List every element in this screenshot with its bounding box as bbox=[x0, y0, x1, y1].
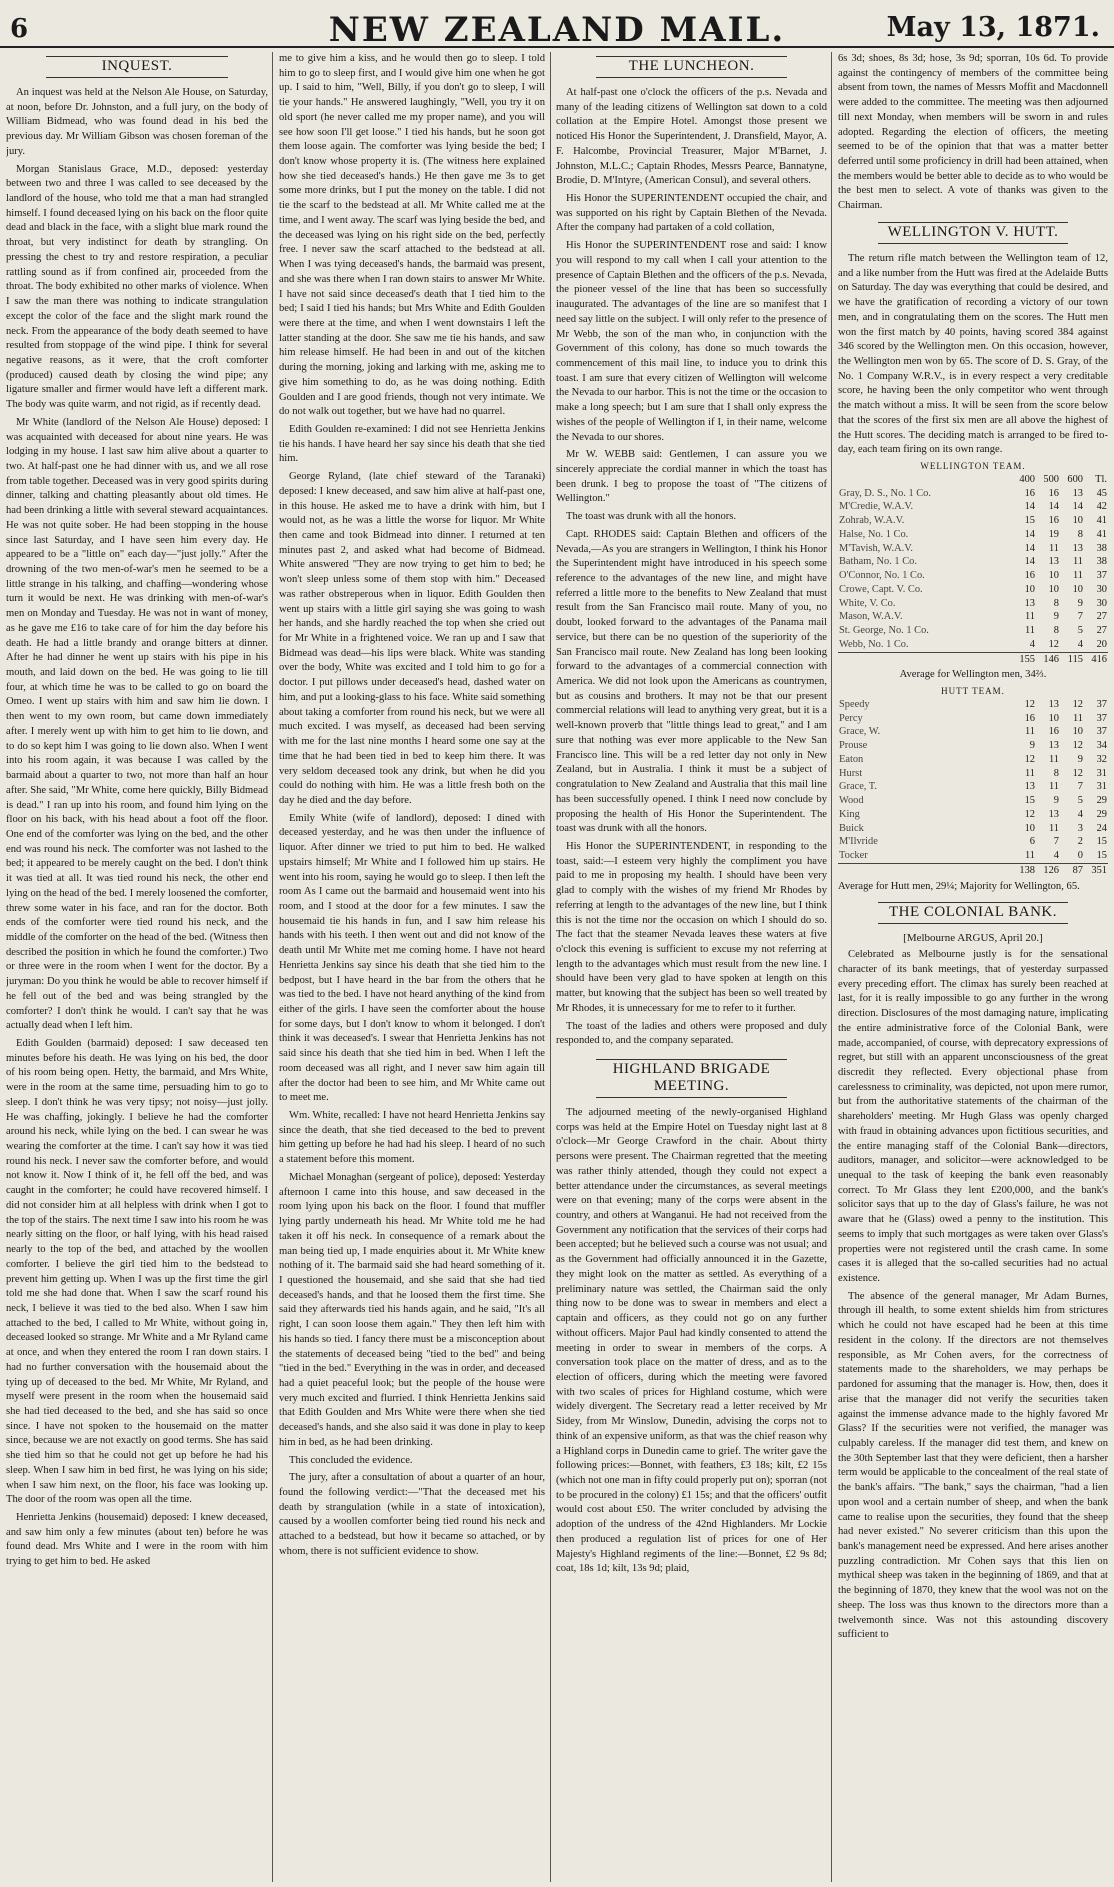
shooter-name: M'Tavish, W.A.V. bbox=[839, 542, 913, 554]
shooter-name: King bbox=[839, 808, 860, 820]
inquest-body bbox=[6, 86, 268, 1570]
shooter-name: Hurst bbox=[839, 767, 863, 779]
score-row bbox=[838, 808, 1108, 822]
score-cell: 38 bbox=[1096, 542, 1107, 554]
score-cell: 14 bbox=[1048, 501, 1059, 513]
inquest-heading: INQUEST. bbox=[46, 56, 228, 78]
score-total-cell: 155 bbox=[1012, 652, 1036, 666]
shooter-name: White, V. Co. bbox=[839, 597, 896, 609]
score-cell: 9 bbox=[1029, 740, 1035, 752]
column-header: 400 bbox=[1019, 473, 1035, 485]
shooter-name: Wood bbox=[839, 795, 864, 807]
score-cell: 16 bbox=[1048, 726, 1059, 738]
colonial-bank-heading: THE COLONIAL BANK. bbox=[878, 902, 1068, 924]
score-row bbox=[838, 822, 1108, 836]
score-row bbox=[838, 739, 1108, 753]
score-cell: 10 bbox=[1048, 712, 1059, 724]
score-cell: 14 bbox=[1024, 528, 1035, 540]
wellington-score-table bbox=[838, 473, 1108, 666]
paragraph: Edith Goulden re-examined: I did not see Henrietta Jenkins tie his hands. I have heard her say since his death that she tied him. bbox=[279, 423, 545, 465]
score-cell: 24 bbox=[1096, 822, 1107, 834]
score-cell: 4 bbox=[1077, 808, 1083, 820]
score-cell: 11 bbox=[1024, 611, 1035, 623]
shooter-name: Speedy bbox=[839, 698, 870, 710]
column-1 bbox=[6, 52, 268, 1882]
score-total-cell: 126 bbox=[1036, 863, 1060, 877]
score-row bbox=[838, 624, 1108, 638]
score-cell: 32 bbox=[1096, 753, 1107, 765]
score-row bbox=[838, 712, 1108, 726]
paragraph: The adjourned meeting of the newly-organised Highland corps was held at the Empire Hotel on Tuesday night last at 8 o'clock—Mr George Crawford in the chair. About thirty persons were present. The Chairman regretted that the meeting was rather thinly attended, though they could not expect a better attendance under the circumstances, as several meetings were on that evening; many of the corps were absent in the country, and others at Wanganui. He had not received from the Government any notification that the services of their corps had been accepted; but he believed such a course was not usual; and as the Government had officially announced it in the Gazette, they might look on the matter as settled. As everything of a preliminary nature was settled, the Chairman said the only thing now to be done was to swear in members and elect a captain and officers, as they could not go on any further without officers. Major Paul had kindly consented to attend the meeting in order to swear in members of the corps. A conversation took place on the matter of dress, and as to the election of officers, during which the meeting were favored with two scales of prices for Highland costume, which were widely divergent. The Secretary read a letter received by Mr Sidey, from Mr Winslow, Dunedin, advising the corps not to think of an expensive uniform, as that was the chief reason why a Highland corps in Dunedin came to grief. The writer gave the following prices:—Bonnet, with feathers, £3 18s; kilt, £2 15s (which not one man in fifty could properly put on); sporran (not to be procured in the colony) £1 15s; and that the officers' outfit would cost about £50. The writer concluded by advising the adoption of the undress of the 42nd Highlanders. Mr Lockie then produced a regulation list of prices for one of Her Majesty's Highland regiments of the line:—Bonnet, £2 9s 8d; coat, 18s 1d; kilt, 13s 9d; plaid, bbox=[556, 1107, 827, 1575]
score-cell: 13 bbox=[1048, 698, 1059, 710]
score-cell: 15 bbox=[1024, 515, 1035, 527]
score-cell: 29 bbox=[1096, 795, 1107, 807]
score-row bbox=[838, 555, 1108, 569]
score-row bbox=[838, 638, 1108, 652]
score-cell: 31 bbox=[1096, 767, 1107, 779]
score-cell: 11 bbox=[1072, 570, 1083, 582]
score-cell: 30 bbox=[1096, 597, 1107, 609]
score-cell: 13 bbox=[1072, 542, 1083, 554]
score-cell: 4 bbox=[1077, 638, 1083, 650]
score-cell: 11 bbox=[1048, 542, 1059, 554]
score-row bbox=[838, 542, 1108, 556]
score-cell: 41 bbox=[1096, 515, 1107, 527]
score-row bbox=[838, 835, 1108, 849]
score-cell: 3 bbox=[1077, 822, 1083, 834]
shooter-name: Zohrab, W.A.V. bbox=[839, 515, 905, 527]
column-2 bbox=[279, 52, 545, 1882]
score-total-cell: 416 bbox=[1084, 652, 1108, 666]
score-cell: 16 bbox=[1024, 487, 1035, 499]
score-cell: 11 bbox=[1048, 781, 1059, 793]
paragraph: 6s 3d; shoes, 8s 3d; hose, 3s 9d; sporran, 10s 6d. To provide against the contingency of members of the committee being absent from town, the names of Messrs Moffit and Macdonnell were added to the committee. The meeting was then adjourned till next Monday, when members will be sworn in and rules adopted. Regarding the election of officers, the meeting seemed to be of the opinion that that was a matter better deferred until some proficiency in drill had been attained, when the members would be better able to decide as to who would be the best men to select. A vote of thanks was given to the Chairman. bbox=[838, 53, 1108, 212]
score-cell: 15 bbox=[1096, 836, 1107, 848]
shooter-name: M'Credie, W.A.V. bbox=[839, 501, 914, 513]
score-cell: 4 bbox=[1029, 638, 1035, 650]
score-cell: 12 bbox=[1072, 698, 1083, 710]
shooter-name: Mason, W.A.V. bbox=[839, 611, 903, 623]
score-cell: 37 bbox=[1096, 698, 1107, 710]
paragraph: Emily White (wife of landlord), deposed: I dined with deceased yesterday, and he was then under the influence of liquor. After dinner we tried to put him to bed. He walked upstairs himself; Mr White and I followed him up stairs. He went into his room, saying he would go to sleep. I then left the room As I came out the barmaid and housemaid went into his room, and I stood at the door for a few minutes. I saw the housemaid tie his hands in fun, and I saw him release his hands with his teeth. I then went out and did not know of the death until Mr White met me coming home. I have not heard Henrietta Jenkins say since his death that she tied him to the bedpost, but I have heard in the bar from the others that he was tied to the bed. I have not heard anything of the kind from either of the girls. I have seen the comforter about the house for some days, but I don't know to whom it belonged. I don't think it was deceased's. I swear that Henrietta Jenkins has not said since his death that she tied him in bed. When I left the room deceased was all right, and I never saw him again till after the doctor had been to see him, and Mr White came out to meet me. bbox=[279, 812, 545, 1104]
paragraph: An inquest was held at the Nelson Ale House, on Saturday, at noon, before Dr. Johnston, and a full jury, on the body of William Bidmead, who was found dead in his bed the previous day. Mr William Gibson was chosen foreman of the jury. bbox=[6, 87, 268, 157]
paragraph: The return rifle match between the Wellington team of 12, and a like number from the Hutt was fired at the Adelaide Butts on Saturday. The day was everything that could be desired, and we have the gratification of recording a victory of our town men, and in congratulating them on the scores. The Hutt men won the first match by 40 points, having scored 384 against 346 scored by the Wellington men. On this occasion, however, the Wellington men won by 65. The score of D. S. Gray, of the No. 1 Company W.R.V., is in every respect a very creditable score, he having been the only competitor who went through the match without a miss. It will be seen from the score below that the scores of the first six men are all above the highest of the Hutt scores. The deciding match is arranged to be fired to-day, each team firing on its own range. bbox=[838, 252, 1108, 456]
column-rule bbox=[272, 52, 273, 1882]
score-total-cell: 146 bbox=[1036, 652, 1060, 666]
score-cell: 11 bbox=[1072, 556, 1083, 568]
score-cell: 10 bbox=[1072, 726, 1083, 738]
score-row bbox=[838, 794, 1108, 808]
shooter-name: Halse, No. 1 Co. bbox=[839, 528, 909, 540]
score-cell: 20 bbox=[1096, 638, 1107, 650]
score-cell: 13 bbox=[1024, 597, 1035, 609]
score-cell: 7 bbox=[1077, 611, 1083, 623]
byline: [Melbourne ARGUS, April 20.] bbox=[903, 932, 1043, 945]
score-row bbox=[838, 698, 1108, 712]
score-row bbox=[838, 500, 1108, 514]
score-row bbox=[838, 487, 1108, 501]
score-cell: 14 bbox=[1024, 501, 1035, 513]
shooter-name: Eaton bbox=[839, 753, 864, 765]
score-cell: 16 bbox=[1024, 712, 1035, 724]
score-cell: 10 bbox=[1024, 822, 1035, 834]
score-row bbox=[838, 597, 1108, 611]
score-cell: 14 bbox=[1024, 542, 1035, 554]
score-cell: 11 bbox=[1048, 753, 1059, 765]
score-cell: 38 bbox=[1096, 556, 1107, 568]
column-3 bbox=[556, 52, 827, 1882]
rifle-match-heading: WELLINGTON V. HUTT. bbox=[878, 222, 1068, 244]
luncheon-heading: THE LUNCHEON. bbox=[596, 56, 787, 78]
masthead bbox=[0, 0, 1114, 48]
score-cell: 16 bbox=[1048, 515, 1059, 527]
score-cell: 31 bbox=[1096, 781, 1107, 793]
score-row bbox=[838, 767, 1108, 781]
paragraph: Michael Monaghan (sergeant of police), deposed: Yesterday afternoon I came into this house, and saw deceased in the room lying upon his back on the floor. I found that muffler lying partly underneath his head. Mr White told me he had taken it off his neck. In consequence of a remark about the man being tied up, I made enquiries about it. Mr White knew nothing of it. The barmaid said she had heard something of it. I questioned the housemaid, and she said that she had tied deceased's hands, and that he loosed them the first time. She said they afterwards tied his hands again, and he said, "It's all right, I can soon loose them again." They then left him with his hands so tied. I fancy there must be a misconception about the statements of deceased being "tied to the bed" and being "tied in the bed." Everything in the was in order, and deceased had a quiet peaceful look; but the people of the house were very much excited and flurried. I think Henrietta Jenkins said that Edith Goulden and Mrs White were there when she tied deceased's hands, and she also said it was done in play to keep him in bed, as he had been drinking. bbox=[279, 1171, 545, 1448]
hutt-score-table bbox=[838, 698, 1108, 878]
score-cell: 30 bbox=[1096, 583, 1107, 595]
score-cell: 12 bbox=[1024, 808, 1035, 820]
score-cell: 13 bbox=[1048, 740, 1059, 752]
score-cell: 9 bbox=[1077, 753, 1083, 765]
score-header-row bbox=[838, 473, 1108, 487]
score-total-cell: 351 bbox=[1084, 863, 1108, 877]
score-cell: 10 bbox=[1048, 583, 1059, 595]
score-cell: 15 bbox=[1024, 795, 1035, 807]
score-row bbox=[838, 610, 1108, 624]
paragraph: The toast was drunk with all the honors. bbox=[566, 511, 737, 523]
column-rule bbox=[550, 52, 551, 1882]
score-cell: 11 bbox=[1024, 767, 1035, 779]
score-cell: 16 bbox=[1024, 570, 1035, 582]
score-cell: 4 bbox=[1053, 850, 1059, 862]
score-cell: 41 bbox=[1096, 528, 1107, 540]
score-cell: 8 bbox=[1077, 528, 1083, 540]
score-total-cell: 138 bbox=[1012, 863, 1036, 877]
score-total-row bbox=[838, 652, 1108, 666]
score-cell: 10 bbox=[1072, 515, 1083, 527]
paragraph: His Honor the SUPERINTENDENT occupied the chair, and was supported on his right by Captain Blethen of the Nevada. After the company had partaken of a cold collation, bbox=[556, 193, 827, 234]
paragraph: His Honor the SUPERINTENDENT rose and said: I know you will respond to my call when I call your attention to the presence of Captain Blethen and the officers of the p.s. Nevada, the pioneer vessel of the line that has been so successfully inaugurated. The advantages of the line are so manifest that I need say little on the subject. I will only refer to the presence of Mr Webb, the son of the man who, in conjunction with the Government of this colony, has done so much towards the commencement of this mail line, to induce you to drink this toast. I am sure that every citizen of Wellington will welcome the Nevada to our harbor. This is not the time or the occasion to make a long speech; but I am sure that I shall only express the wishes of the people of Wellington if I, in their name, welcome the Nevada to our shores. bbox=[556, 240, 827, 443]
score-cell: 27 bbox=[1096, 611, 1107, 623]
column-rule bbox=[831, 52, 832, 1882]
score-cell: 9 bbox=[1053, 611, 1059, 623]
score-cell: 8 bbox=[1053, 625, 1059, 637]
paragraph: Mr White (landlord of the Nelson Ale House) deposed: I was acquainted with deceased for about nine years. He was lodging in my house. I last saw him alive about a quarter to two. At half-past one he had dinner with us, and we all rose from table together. Deceased was in very good spirits during dinner, talking and chatting pleasantly about old times. He had been drinking a little with several steward acquaintances. He was not quite sober. He had been stopping in the house since last Saturday, and I have seen him every day. He appeared to be a "little on" each day—"just jolly." After the drowning of the two men-of-war's men he seemed to be a little strange in his talking, and chaffing—wondering whose turn it would be next. He was drinking with men-of-war's men on Monday and Tuesday. He was not in want of money, as he gave me £16 to take care of for him the day before his death. He had a little brandy and orange bitters at dinner. After he had dinner he went up stairs with his pipe in his mouth, and laid down on the bed. He was going to lie till four, at which time he was to be called to go on board the Omeo. I went up stairs with him and saw him lie down. I then went to my own room, but came down immediately after. I merely went up with him to get him to lie down, and to do so kept him I was going to lie down also. When I went into his room again, it was because I was called by the barmaid about a quarter to two, not more than half an hour after. She said, "Mr White, come here quickly, Billy Bidmead is dead." I ran up into his room, and found him lying on the floor on his back, with his head about a foot off the floor. One end of the comforter was lying on the bed, and the other end was round his neck. The comforter was not lashed to the bed; it appeared to be merely caught on the bed. I don't think it was tied at all. It was tied round his neck, the other end lying on the head of the bed. I merely loosened the comforter, threw some water in his face, and ran for the doctor. Both ends of the comforter were tied round his neck, and the middle of the comforter on the head of the bed. (Witness then described the position in which he found the comforter.) Two or three were in the room when I went for the doctor. By a juryman: Do you think he would be able to recover himself if he fell out of the bed and was being strangled by the comforter? I don't think he would. I can't say that he was actually dead when I left him. bbox=[6, 416, 268, 1032]
score-cell: 16 bbox=[1048, 487, 1059, 499]
score-row bbox=[838, 569, 1108, 583]
shooter-name: Webb, No. 1 Co. bbox=[839, 638, 909, 650]
score-cell: 11 bbox=[1024, 850, 1035, 862]
score-cell: 2 bbox=[1077, 836, 1083, 848]
paragraph: Mr W. WEBB said: Gentlemen, I can assure you we sincerely appreciate the cordial manner in which the toast has been drunk. I beg to propose the toast of "The citizens of Wellington." bbox=[556, 449, 827, 505]
score-cell: 29 bbox=[1096, 808, 1107, 820]
shooter-name: Grace, W. bbox=[839, 726, 881, 738]
score-cell: 14 bbox=[1072, 501, 1083, 513]
score-cell: 12 bbox=[1024, 753, 1035, 765]
hutt-average: Average for Hutt men, 29¼; Majority for Wellington, 65. bbox=[838, 880, 1080, 892]
shooter-name: Gray, D. S., No. 1 Co. bbox=[839, 487, 931, 499]
score-cell: 34 bbox=[1096, 740, 1107, 752]
column-header: 600 bbox=[1067, 473, 1083, 485]
issue-date: May 13, 1871. bbox=[886, 12, 1100, 43]
paper-title: NEW ZEALAND MAIL. bbox=[328, 10, 786, 50]
shooter-name: Batham, No. 1 Co. bbox=[839, 556, 917, 568]
score-cell: 12 bbox=[1048, 638, 1059, 650]
score-cell: 0 bbox=[1077, 850, 1083, 862]
score-row bbox=[838, 528, 1108, 542]
paragraph: The jury, after a consultation of about a quarter of an hour, found the following verdict:—"That the deceased met his death by strangulation (while in a state of intoxication), caused by a woollen comforter being tied round his neck and attached to a bedstead, but how it became so attached, or by whom, there is not sufficient evidence to show. bbox=[279, 1472, 545, 1557]
score-cell: 15 bbox=[1096, 850, 1107, 862]
score-row bbox=[838, 583, 1108, 597]
paragraph: me to give him a kiss, and he would then go to sleep. I told him to go to sleep first, and I would give him one when he got up. I said to him, "Well, Billy, if you don't go to sleep, I will tie your hands." He answered laughingly, "Well, you try it on old sport (he never called me my proper name), and you will see how soon I'll get loose." I tied his hands, but he soon got them loose again. The comforter was lying beside the bed; I don't know whose property it is. (The witness here explained how she tied deceased's hands.) He then gave me 3s to get some more drinks, but I put the money on the table. I did not tie the scarf to the bedstead at all. Mr White called me at the time, and I went away. The scarf was lying beside the bed, and the deceased was lying on his right side on the bed, perfectly free. I never saw the scarf attached to the bedstead at all. When I was tying deceased's hands, the barmaid was present, and she was there when I ran down stairs to answer Mr White. I have not said since deceased's death that I tied him to the bed; I said I tied his hands; but Mrs White and Edith Goulden were there at the time, and when I went downstairs I left the latter standing at the door. She saw me tie his hands, and saw him release himself. He had been in and out of the kitchen during the morning, joking and larking with me, asking me to give him something to do, as he was doing nothing. Edith Goulden and I are good friends, though not very intimate. We do not walk out together, but we have had no quarrel. bbox=[279, 53, 545, 418]
score-cell: 10 bbox=[1024, 583, 1035, 595]
shooter-name: Percy bbox=[839, 712, 863, 724]
paragraph: Wm. White, recalled: I have not heard Henrietta Jenkins say since the death, that she tied deceased to the bed to prevent him getting up before he had had his sleep. I heard of no such a statement before this moment. bbox=[279, 1110, 545, 1166]
score-cell: 13 bbox=[1048, 808, 1059, 820]
paragraph: The absence of the general manager, Mr Adam Burnes, through ill health, to some extent shields him from strictures which he could not have escaped had he been at this time resident in the colony. If the directors are not themselves responsible, as Mr Cohen avers, for the correctness of statements made to the shareholders, we may perhaps be pardoned for assuming that the manager is. How, then, does it arise that the manager did not verify the securities taken against the immense advance made to the highly favored Mr Glass? If the securities were not verified, the manager was culpably careless. If the manager did test them, and knew on the 30th September last that they were deficient, then a harsher term would be applicable to the concealment of the real state of the bank's affairs. "The bank," says the chairman, "had a lien upon wool and a certain number of sheep, and when the bank came to realise upon the securities, they found that the sheep had never existed." No severer criticism than this upon the bank's management need be expressed. And here arises another puzzling contradiction. Mr Cohen says that this lien on mythical sheep was taken in the beginning of 1869, and that at the beginning of 1870, they knew that the wool was not on the sheep. The loss was thus known to the directors more than a twelvemonth since. Was not this astounding discovery sufficient to bbox=[838, 1290, 1108, 1641]
score-cell: 13 bbox=[1072, 487, 1083, 499]
shooter-name: Prouse bbox=[839, 740, 868, 752]
score-row bbox=[838, 780, 1108, 794]
shooter-name: Grace, T. bbox=[839, 781, 877, 793]
score-cell: 27 bbox=[1096, 625, 1107, 637]
score-cell: 6 bbox=[1029, 836, 1035, 848]
score-cell: 12 bbox=[1024, 698, 1035, 710]
paragraph: The toast of the ladies and others were proposed and duly responded to, and the company separated. bbox=[556, 1020, 827, 1047]
score-total-cell: 87 bbox=[1060, 863, 1084, 877]
score-cell: 37 bbox=[1096, 726, 1107, 738]
score-cell: 7 bbox=[1053, 836, 1059, 848]
column-header: Tl. bbox=[1095, 473, 1107, 485]
score-cell: 45 bbox=[1096, 487, 1107, 499]
score-cell: 42 bbox=[1096, 501, 1107, 513]
score-cell: 13 bbox=[1024, 781, 1035, 793]
paragraph: Morgan Stanislaus Grace, M.D., deposed: yesterday between two and three I was called to see deceased by the landlord of the house, who told me that a man had strangled himself. I found deceased lying on his back on the floor quite dead and black in the face, with a slight blue mark round the throat, but very indistinct for death by strangling. On pressing the chest to try and restore respiration, a peculiar rattling sound as if from confined air, proceeded from the throat. The body exhibited no other marks of violence. When I saw the man there was nothing to indicate strangulation except the color of the face and the slight mark round the neck. From the appearance of the body death seemed to have resulted from stoppage of the wind pipe. I think for several negative reasons, as it were, that the croft comforter (produced) caused death by closing the wind pipe; any ligature smaller and firmer would have left a different mark. The body was quite warm, and not rigid, as if recently dead. bbox=[6, 163, 268, 411]
score-cell: 5 bbox=[1077, 795, 1083, 807]
wellington-average: Average for Wellington men, 34⅔. bbox=[899, 669, 1047, 681]
score-cell: 9 bbox=[1053, 795, 1059, 807]
paragraph: Celebrated as Melbourne justly is for the sensational character of its bank meetings, that of yesterday surpassed every preceding effort. The climax has surely been reached at last, for it is really impossible to go any further in the wrong direction. Disclosures of the most damaging nature, implicating the entire administrative force of the Colonial Bank, were made, accompanied, of course, with deprecatory expressions of regret, but still with an apparent unconsciousness of the great discredit they reflected. Every objectional phase from carelessness to criminality, was depicted, not upon mere rumor, but from the authoritative statements of the chairman of the shareholders' meeting. Mr Hugh Glass was openly charged with fraud in obtaining advances upon fictitious securities, and the entire managing staff of the Colonial Bank—directors, auditors, manager, and solicitor—were acknowledged to be unequal to the task of keeping the bank even reasonably correct. To Mr Glass they lent £200,000, and the bank's solicitor says that up to the day of Glass's failure, he was not aware that he (Glass) owed a penny to the institution. This seems to imply that such mortgages as were taken over Glass's properties were not registered until the crash came. In some cases it is alleged that the so-called securities had no actual existence. bbox=[838, 949, 1108, 1285]
score-cell: 13 bbox=[1048, 556, 1059, 568]
score-cell: 10 bbox=[1072, 583, 1083, 595]
score-cell: 14 bbox=[1024, 556, 1035, 568]
hutt-team-label: HUTT TEAM. bbox=[941, 685, 1005, 696]
score-row bbox=[838, 753, 1108, 767]
wellington-team-label: WELLINGTON TEAM. bbox=[920, 460, 1026, 471]
shooter-name: O'Connor, No. 1 Co. bbox=[839, 570, 925, 582]
score-cell: 9 bbox=[1077, 597, 1083, 609]
paragraph: At half-past one o'clock the officers of the p.s. Nevada and many of the leading citizens of Wellington sat down to a cold collation at the Empire Hotel. Amongst those present we noticed His Honor the Superintendent, J. Dransfield, Mayor, A. F. Halcombe, Provincial Treasurer, Major M'Barnet, J. Johnston, M.L.C.; Captain Rhodes, Messrs Pearce, Bannatyne, Brodie, D. M'Intyre, (American Consul), and several others. bbox=[556, 87, 827, 187]
score-cell: 8 bbox=[1053, 597, 1059, 609]
paragraph: Henrietta Jenkins (housemaid) deposed: I knew deceased, and saw him only a few minutes (about ten) before he was found dead. Mrs White and I were in the room with him trying to get him to bed. He asked bbox=[6, 1512, 268, 1568]
shooter-name: Buick bbox=[839, 822, 864, 834]
score-cell: 12 bbox=[1072, 767, 1083, 779]
paragraph: George Ryland, (late chief steward of the Taranaki) deposed: I knew deceased, and saw him alive at half-past one, in this house. He asked me to have a drink with him, but I would not, as he was a little the worse for liquor. Mr White then came and took Bidmead into dinner. I returned at ten minutes past 2, and asked what had become of Bidmead. White answered "They are now trying to get him to bed; he won't sleep unless some of them stop with him." Deceased was rather obstreperous when in liquor. Edith Goulden then went up stairs with a little girl saying she was going to wash her hands, and she hardly reached the top when she cried out for Mr White in a frightened voice. We ran up and I saw that Bidmead was dead—his lips were black. White was standing over the body, White was excited and I told him to go for a doctor. I put pillows under deceased's head, dashed water on him, and put a looking-glass to his face. White said something about taking a comforter from round his neck, but we were all much excited. I was myself, as deceased had been serving with me for the last nine months I heard some one say at the time that he had been tied in bed to keep him there. It was very seldom deceased took any drink, but when he did you could do nothing with him. He was a little fresh both on the day he died and the day before. bbox=[279, 471, 545, 806]
score-cell: 11 bbox=[1072, 712, 1083, 724]
paragraph: Capt. RHODES said: Captain Blethen and officers of the Nevada,—As you are strangers in Wellington, I think his Honor the Superintendent might have introduced in his speech some reference to the advantages of the new line, and might have referred a little more to the benefits to New Zealand that must result from the San Francisco mail route. Many of you, no doubt, looked forward to the advantages of the Panama mail service, but there can be no question of the superiority of the San Francisco mail route. New Zealand has long been looking forward to the advantages of a commercial connection with America. We did not look upon the Americans as countrymen, but as cousins and brothers. It may not be that our present commercial relations will lead to anything very great, but it is a well-known proverb that "little things lead to great," and I am sure that nothing was ever more applicable to the New San Francisco line. This will be a red letter day not only in New Zealand, but in Australia. I think it must be a subject of congratulation to New Zealand and Australia that this mail line has been successfully opened. I think I need now conclude by proposing the health of His Honor the Superintendent. The toast was drunk with all the honors. bbox=[556, 528, 827, 835]
score-cell: 11 bbox=[1024, 726, 1035, 738]
score-row bbox=[838, 849, 1108, 863]
score-total-row bbox=[838, 863, 1108, 877]
page-number: 6 bbox=[10, 14, 29, 44]
score-cell: 12 bbox=[1072, 740, 1083, 752]
score-total-cell: 115 bbox=[1060, 652, 1084, 666]
shooter-name: M'Ilvride bbox=[839, 836, 878, 848]
shooter-name: Tocker bbox=[839, 850, 868, 862]
score-cell: 37 bbox=[1096, 570, 1107, 582]
shooter-name: St. George, No. 1 Co. bbox=[839, 625, 929, 637]
paragraph: This concluded the evidence. bbox=[289, 1454, 413, 1466]
paragraph: His Honor the SUPERINTENDENT, in responding to the toast, said:—I esteem very highly the compliment you have paid to me in proposing my health. I should have been very glad to comply with the wishes of my friend Mr Rhodes by referring at length to the advantages of the new line, but I think this is not the time nor the occasion on which I should do so. The fact that the steamer Nevada leaves these waters at five o'clock this evening is sufficient to excuse my not referring at length to the advantages which must result from the new line. I should have been very glad to have spoken at length on this matter, but knowing that the subject has been so well treated by Mr Rhodes, it is unnecessary for me to refer to it further. bbox=[556, 840, 827, 1014]
column-4 bbox=[838, 52, 1108, 1882]
highland-heading: HIGHLAND BRIGADE MEETING. bbox=[596, 1059, 787, 1098]
score-row bbox=[838, 514, 1108, 528]
score-cell: 5 bbox=[1077, 625, 1083, 637]
score-cell: 8 bbox=[1053, 767, 1059, 779]
score-row bbox=[838, 725, 1108, 739]
score-cell: 10 bbox=[1048, 570, 1059, 582]
score-cell: 19 bbox=[1048, 528, 1059, 540]
score-cell: 11 bbox=[1024, 625, 1035, 637]
column-header: 500 bbox=[1043, 473, 1059, 485]
shooter-name: Crowe, Capt. V. Co. bbox=[839, 583, 923, 595]
score-cell: 37 bbox=[1096, 712, 1107, 724]
paragraph: Edith Goulden (barmaid) deposed: I saw deceased ten minutes before his death. He was lying on his bed, the door of his room being open. Hetty, the barmaid, and Mrs White, were in the room at the same time, persuading him to go to sleep. I don't think he was very tipsy; not noisy—just jolly. He was chaffing, jokingly. I believe he had the comforter around his neck, while lying on the bed. I can swear he was wearing the comforter at the time. I can't say how it was tied round his neck. I never saw the comforter before, and would not know it. Now I think of it, he fell off the bed, and was caught in the comforter; he could have recovered himself. I did not consider him at all helpless with drink when I got to the top of the stairs. The next time I saw into his room he was nearly sitting on the floor, or half lying, with his head raised nearly to the top of the bed, and attached by the woollen comforter. I believe the girl tied him to the bedstead to prevent him getting up. When I was up the first time the girl told me she had done that. When I saw the scarf round his neck, I believe it was tied to the bed also. When I saw him attached to the bed, I called to Mr White, without going in, deceased looked so strange. Mr White and a Mr Ryland came at once, and when they entered the room I ran down stairs. I had no further conversation with the housemaid about the tying up of deceased to the bed. Mr White, Mr Ryland, and myself were present in the room when the housemaid said she had tied deceased to the bed, and she has said so once since. I have not spoken to the housemaid on the matter since, because we are not exactly on good terms. She has said she tied him so that he could not get up before he had his sleep. When I saw him in bed first, he was lying on his side; when I saw him next, on the floor, his face was looking up. The door of the room was open all the time. bbox=[6, 1038, 268, 1506]
score-cell: 7 bbox=[1077, 781, 1083, 793]
score-cell: 11 bbox=[1048, 822, 1059, 834]
